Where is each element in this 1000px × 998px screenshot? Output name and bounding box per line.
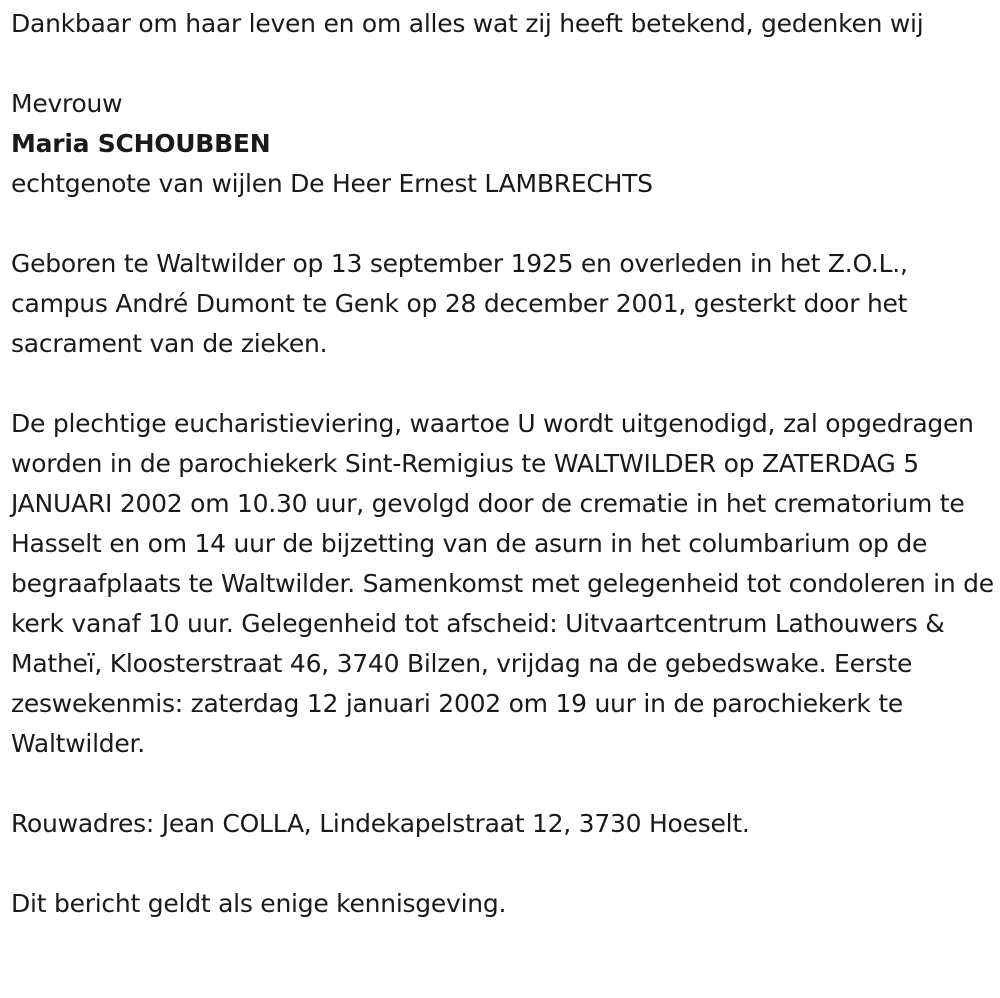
intro-text: Dankbaar om haar leven en om alles wat zij heeft betekend, gedenken wij	[11, 9, 924, 38]
deceased-name: Maria SCHOUBBEN	[11, 129, 271, 158]
spacer	[11, 204, 995, 244]
mourning-address: Rouwadres: Jean COLLA, Lindekapelstraat 12, 3730 Hoeselt.	[11, 809, 750, 838]
spacer	[11, 44, 995, 84]
spouse-line: echtgenote van wijlen De Heer Ernest LAMBRECHTS	[11, 169, 653, 198]
spacer	[11, 844, 995, 884]
obituary-notice	[11, 4, 995, 924]
service-paragraph: De plechtige eucharistieviering, waartoe U wordt uitgenodigd, zal opgedragen worden in de parochiekerk Sint-Remigius te WALTWILDER op ZATERDAG 5 JANUARI 2002 om 10.30 uur, gevolgd door de crematie in het crematorium te Hasselt en om 14 uur de bijzetting van de asurn in het columbarium op de begraafplaats te Waltwilder. Samenkomst met gelegenheid tot condoleren in de kerk vanaf 10 uur. Gelegenheid tot afscheid: Uitvaartcentrum Lathouwers & Matheï, Kloosterstraat 46, 3740 Bilzen, vrijdag na de gebedswake. Eerste zeswekenmis: zaterdag 12 januari 2002 om 19 uur in de parochiekerk te Waltwilder.	[11, 409, 994, 758]
spacer	[11, 364, 995, 404]
salutation: Mevrouw	[11, 89, 123, 118]
spacer	[11, 764, 995, 804]
birth-death-paragraph: Geboren te Waltwilder op 13 september 1925 en overleden in het Z.O.L., campus André Dumont te Genk op 28 december 2001, gesterkt door het sacrament van de zieken.	[11, 249, 908, 358]
closing-line: Dit bericht geldt als enige kennisgeving.	[11, 889, 507, 918]
